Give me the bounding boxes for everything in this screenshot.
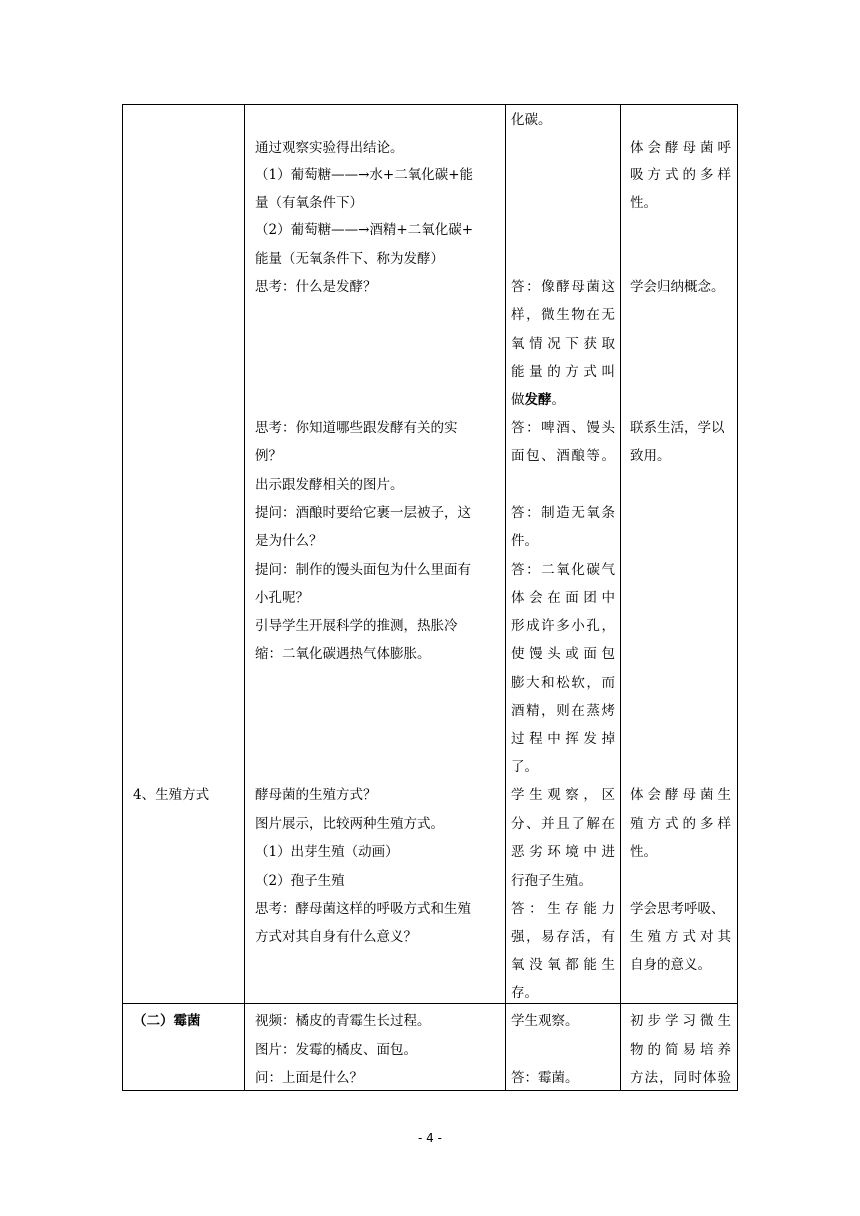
- table-divider-1: [244, 104, 245, 1091]
- content-line: 酵母菌的生殖方式？: [255, 787, 377, 803]
- student-line: 学生观察，区: [511, 787, 615, 803]
- student-line: 学生观察。: [511, 1013, 579, 1029]
- content-line: 思考：酵母菌这样的呼吸方式和生殖: [255, 901, 471, 917]
- row-divider-mold: [122, 1003, 738, 1004]
- student-line: 答：生存能力: [511, 901, 615, 917]
- student-line: 膨大和松软，而: [511, 675, 615, 691]
- content-line: 视频：橘皮的青霉生长过程。: [255, 1013, 431, 1029]
- content-line: （1）葡萄糖——→水+二氧化碳+能: [255, 167, 474, 183]
- content-line: （2）葡萄糖——→酒精+二氧化碳+: [255, 222, 474, 238]
- intent-line: 吸方式的多样: [630, 167, 731, 183]
- student-line: 过程中挥发掉: [511, 731, 615, 747]
- content-line: 例？: [255, 448, 282, 464]
- fermentation-term: 发酵: [524, 392, 552, 408]
- content-line: 问：上面是什么？: [255, 1070, 363, 1086]
- content-line: 能量（无氧条件下、称为发酵）: [255, 251, 444, 267]
- student-line: 体会在面团中: [511, 590, 615, 606]
- student-line: 恶劣环境中进: [511, 844, 615, 860]
- table-divider-2: [505, 104, 506, 1091]
- student-line: 答：制造无氧条: [511, 505, 615, 521]
- student-line: 了。: [511, 759, 538, 775]
- intent-line: 自身的意义。: [630, 957, 711, 973]
- table-divider-3: [620, 104, 621, 1091]
- student-line: 形成许多小孔，: [511, 618, 615, 634]
- student-text: 。: [551, 392, 565, 408]
- intent-line: 联系生活，学以: [630, 420, 725, 436]
- content-line: 引导学生开展科学的推测，热胀冷: [255, 618, 458, 634]
- student-text: 做: [511, 392, 525, 408]
- table-border-bottom: [122, 1090, 738, 1091]
- content-line: 出示跟发酵相关的图片。: [255, 477, 404, 493]
- content-line: 提问：制作的馒头面包为什么里面有: [255, 562, 471, 578]
- student-line: 答：二氧化碳气: [511, 562, 615, 578]
- student-line: 能量的方式叫: [511, 364, 615, 380]
- intent-line: 体会酵母菌生: [630, 787, 731, 803]
- content-line: 思考：你知道哪些跟发酵有关的实: [255, 420, 458, 436]
- content-line: （2）孢子生殖: [255, 873, 345, 889]
- content-line: 通过观察实验得出结论。: [255, 140, 404, 156]
- intent-line: 性。: [630, 844, 657, 860]
- student-line: 氧情况下获取: [511, 336, 615, 352]
- intent-line: 体会酵母菌呼: [630, 140, 731, 156]
- content-line: 方式对其自身有什么意义？: [255, 929, 417, 945]
- content-line: 思考：什么是发酵？: [255, 279, 377, 295]
- intent-line: 学会归纳概念。: [630, 279, 725, 295]
- topic-mold: （二）霉菌: [133, 1013, 201, 1029]
- content-line: 提问：酒酿时要给它裹一层被子，这: [255, 505, 471, 521]
- intent-line: 致用。: [630, 448, 671, 464]
- content-line: 图片：发霉的橘皮、面包。: [255, 1042, 417, 1058]
- student-line: 使馒头或面包: [511, 646, 615, 662]
- student-line: 化碳。: [511, 112, 552, 128]
- table-border-right: [737, 104, 738, 1091]
- student-line: 酒精，则在蒸烤: [511, 703, 615, 719]
- student-line: 分、并且了解在: [511, 816, 615, 832]
- content-line: （1）出芽生殖（动画）: [255, 844, 399, 860]
- student-line-fermentation: [511, 391, 565, 409]
- student-line: 答：霉菌。: [511, 1070, 579, 1086]
- student-line: 行孢子生殖。: [511, 873, 592, 889]
- intent-line: 殖方式的多样: [630, 816, 731, 832]
- intent-line: 生殖方式对其: [630, 929, 731, 945]
- page-number: - 4 -: [418, 1131, 442, 1145]
- content-line: 缩：二氧化碳遇热气体膨胀。: [255, 646, 431, 662]
- content-line: 是为什么？: [255, 533, 323, 549]
- student-line: 氧没氧都能生: [511, 957, 615, 973]
- intent-line: 性。: [630, 195, 657, 211]
- student-line: 存。: [511, 985, 538, 1001]
- intent-line: 物的简易培养: [630, 1042, 731, 1058]
- intent-line: 初步学习微生: [630, 1013, 731, 1029]
- table-border-top: [122, 104, 738, 105]
- table-border-left: [122, 104, 123, 1091]
- content-line: 小孔呢？: [255, 590, 309, 606]
- intent-line: 学会思考呼吸、: [630, 901, 725, 917]
- student-line: 件。: [511, 533, 538, 549]
- student-line: 强，易存活，有: [511, 929, 615, 945]
- student-line: 样，微生物在无: [511, 307, 615, 323]
- topic-reproduction: 4、生殖方式: [133, 787, 210, 803]
- student-line: 答：像酵母菌这: [511, 279, 615, 295]
- content-line: 图片展示，比较两种生殖方式。: [255, 816, 444, 832]
- student-line: 答：啤酒、馒头: [511, 420, 615, 436]
- content-line: 量（有氧条件下）: [255, 195, 363, 211]
- student-line: 面包、酒酿等。: [511, 448, 615, 464]
- intent-line: 方法，同时体验: [630, 1070, 731, 1086]
